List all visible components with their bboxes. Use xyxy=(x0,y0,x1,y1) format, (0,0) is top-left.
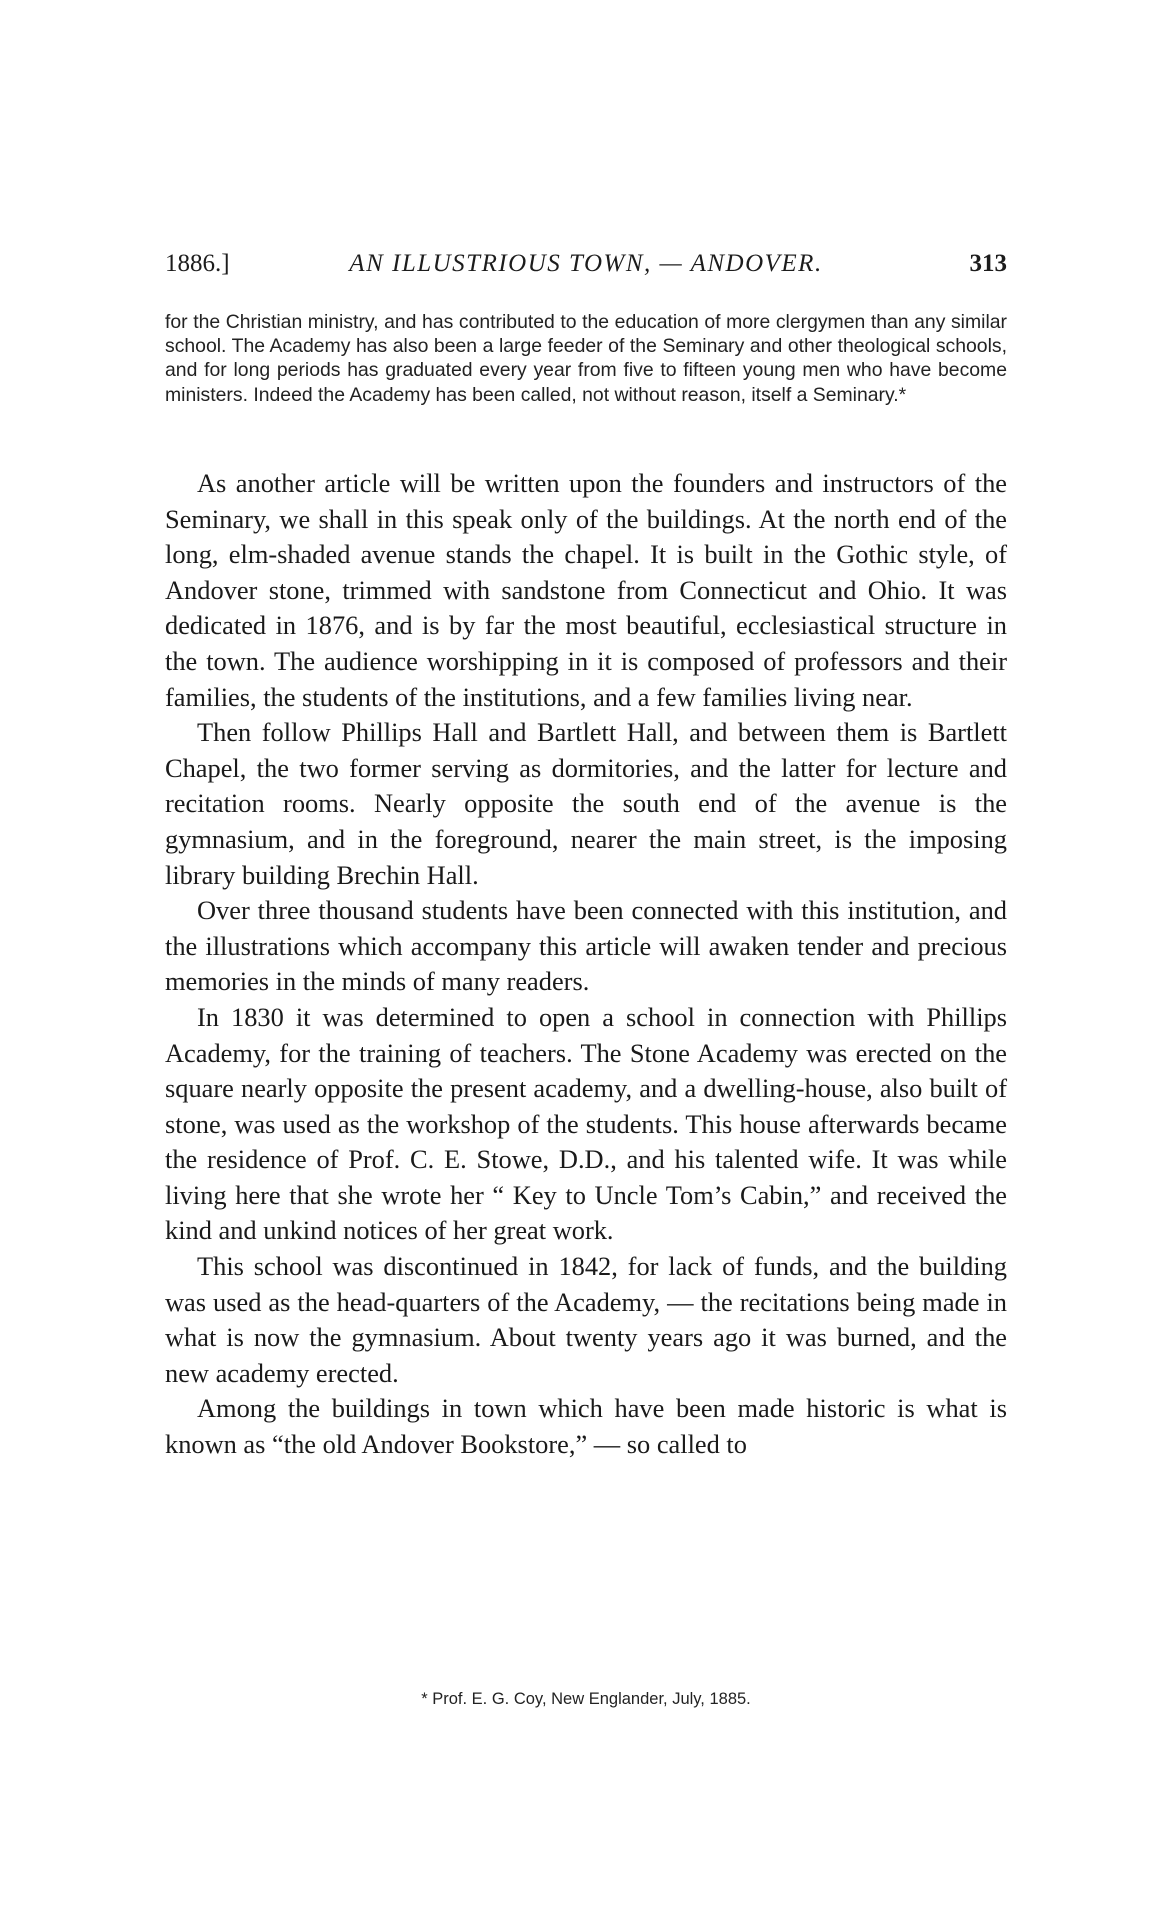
running-head-title: AN ILLUSTRIOUS TOWN, — ANDOVER. xyxy=(349,250,823,277)
body-paragraph: As another article will be written upon the founders and instructors of the Seminary, we shall in this speak only of the buildings. At the north end of the long, elm-shaded avenue stands the chapel. It is built in the Gothic style, of Andover stone, trimmed with sandstone from Connecticut and Ohio. It was dedicated in 1876, and is by far the most beautiful, ecclesiastical structure in the town. The audience worshipping in it is composed of professors and their families, the students of the institutions, and a few families living near. xyxy=(165,468,1007,712)
intro-block xyxy=(165,310,1007,407)
footnote: * Prof. E. G. Coy, New Englander, July, 1885. xyxy=(421,1690,751,1708)
article-body xyxy=(165,466,1007,1463)
body-paragraph: In 1830 it was determined to open a school in connection with Phillips Academy, for the training of teachers. The Stone Academy was erected on the square nearly opposite the present academy, and a dwelling-house, also built of stone, was used as the workshop of the students. This house afterwards became the residence of Prof. C. E. Stowe, D.D., and his talented wife. It was while living here that she wrote her “ Key to Uncle Tom’s Cabin,” and received the kind and unkind notices of her great work. xyxy=(165,1001,1007,1246)
body-paragraph: Then follow Phillips Hall and Bartlett Hall, and between them is Bartlett Chapel, the two former serving as dormitories, and the latter for lecture and recitation rooms. Nearly opposite the south end of the avenue is the gymnasium, and in the foreground, nearer the main street, is the imposing library building Brechin Hall. xyxy=(165,717,1007,890)
page-number: 313 xyxy=(969,250,1007,277)
running-head xyxy=(165,244,1007,284)
body-paragraph: Among the buildings in town which have been made historic is what is known as “the old Andover Bookstore,” — so called to xyxy=(165,1393,1007,1460)
body-paragraph: This school was discontinued in 1842, for lack of funds, and the building was used as the head-quarters of the Academy, — the recitations being made in what is now the gymnasium. About twenty years ago it was burned, and the new academy erected. xyxy=(165,1251,1007,1388)
running-head-date: 1886.] xyxy=(165,250,230,277)
intro-paragraph: for the Christian ministry, and has contributed to the education of more clergymen than any similar school. The Academy has also been a large feeder of the Seminary and other theological schools, and for long periods has graduated every year from five to fifteen young men who have become ministers. Indeed the Academy has been called, not without reason, itself a Seminary.* xyxy=(165,311,1007,406)
body-paragraph: Over three thousand students have been connected with this institution, and the illustrations which accompany this article will awaken tender and precious memories in the minds of many readers. xyxy=(165,895,1007,997)
